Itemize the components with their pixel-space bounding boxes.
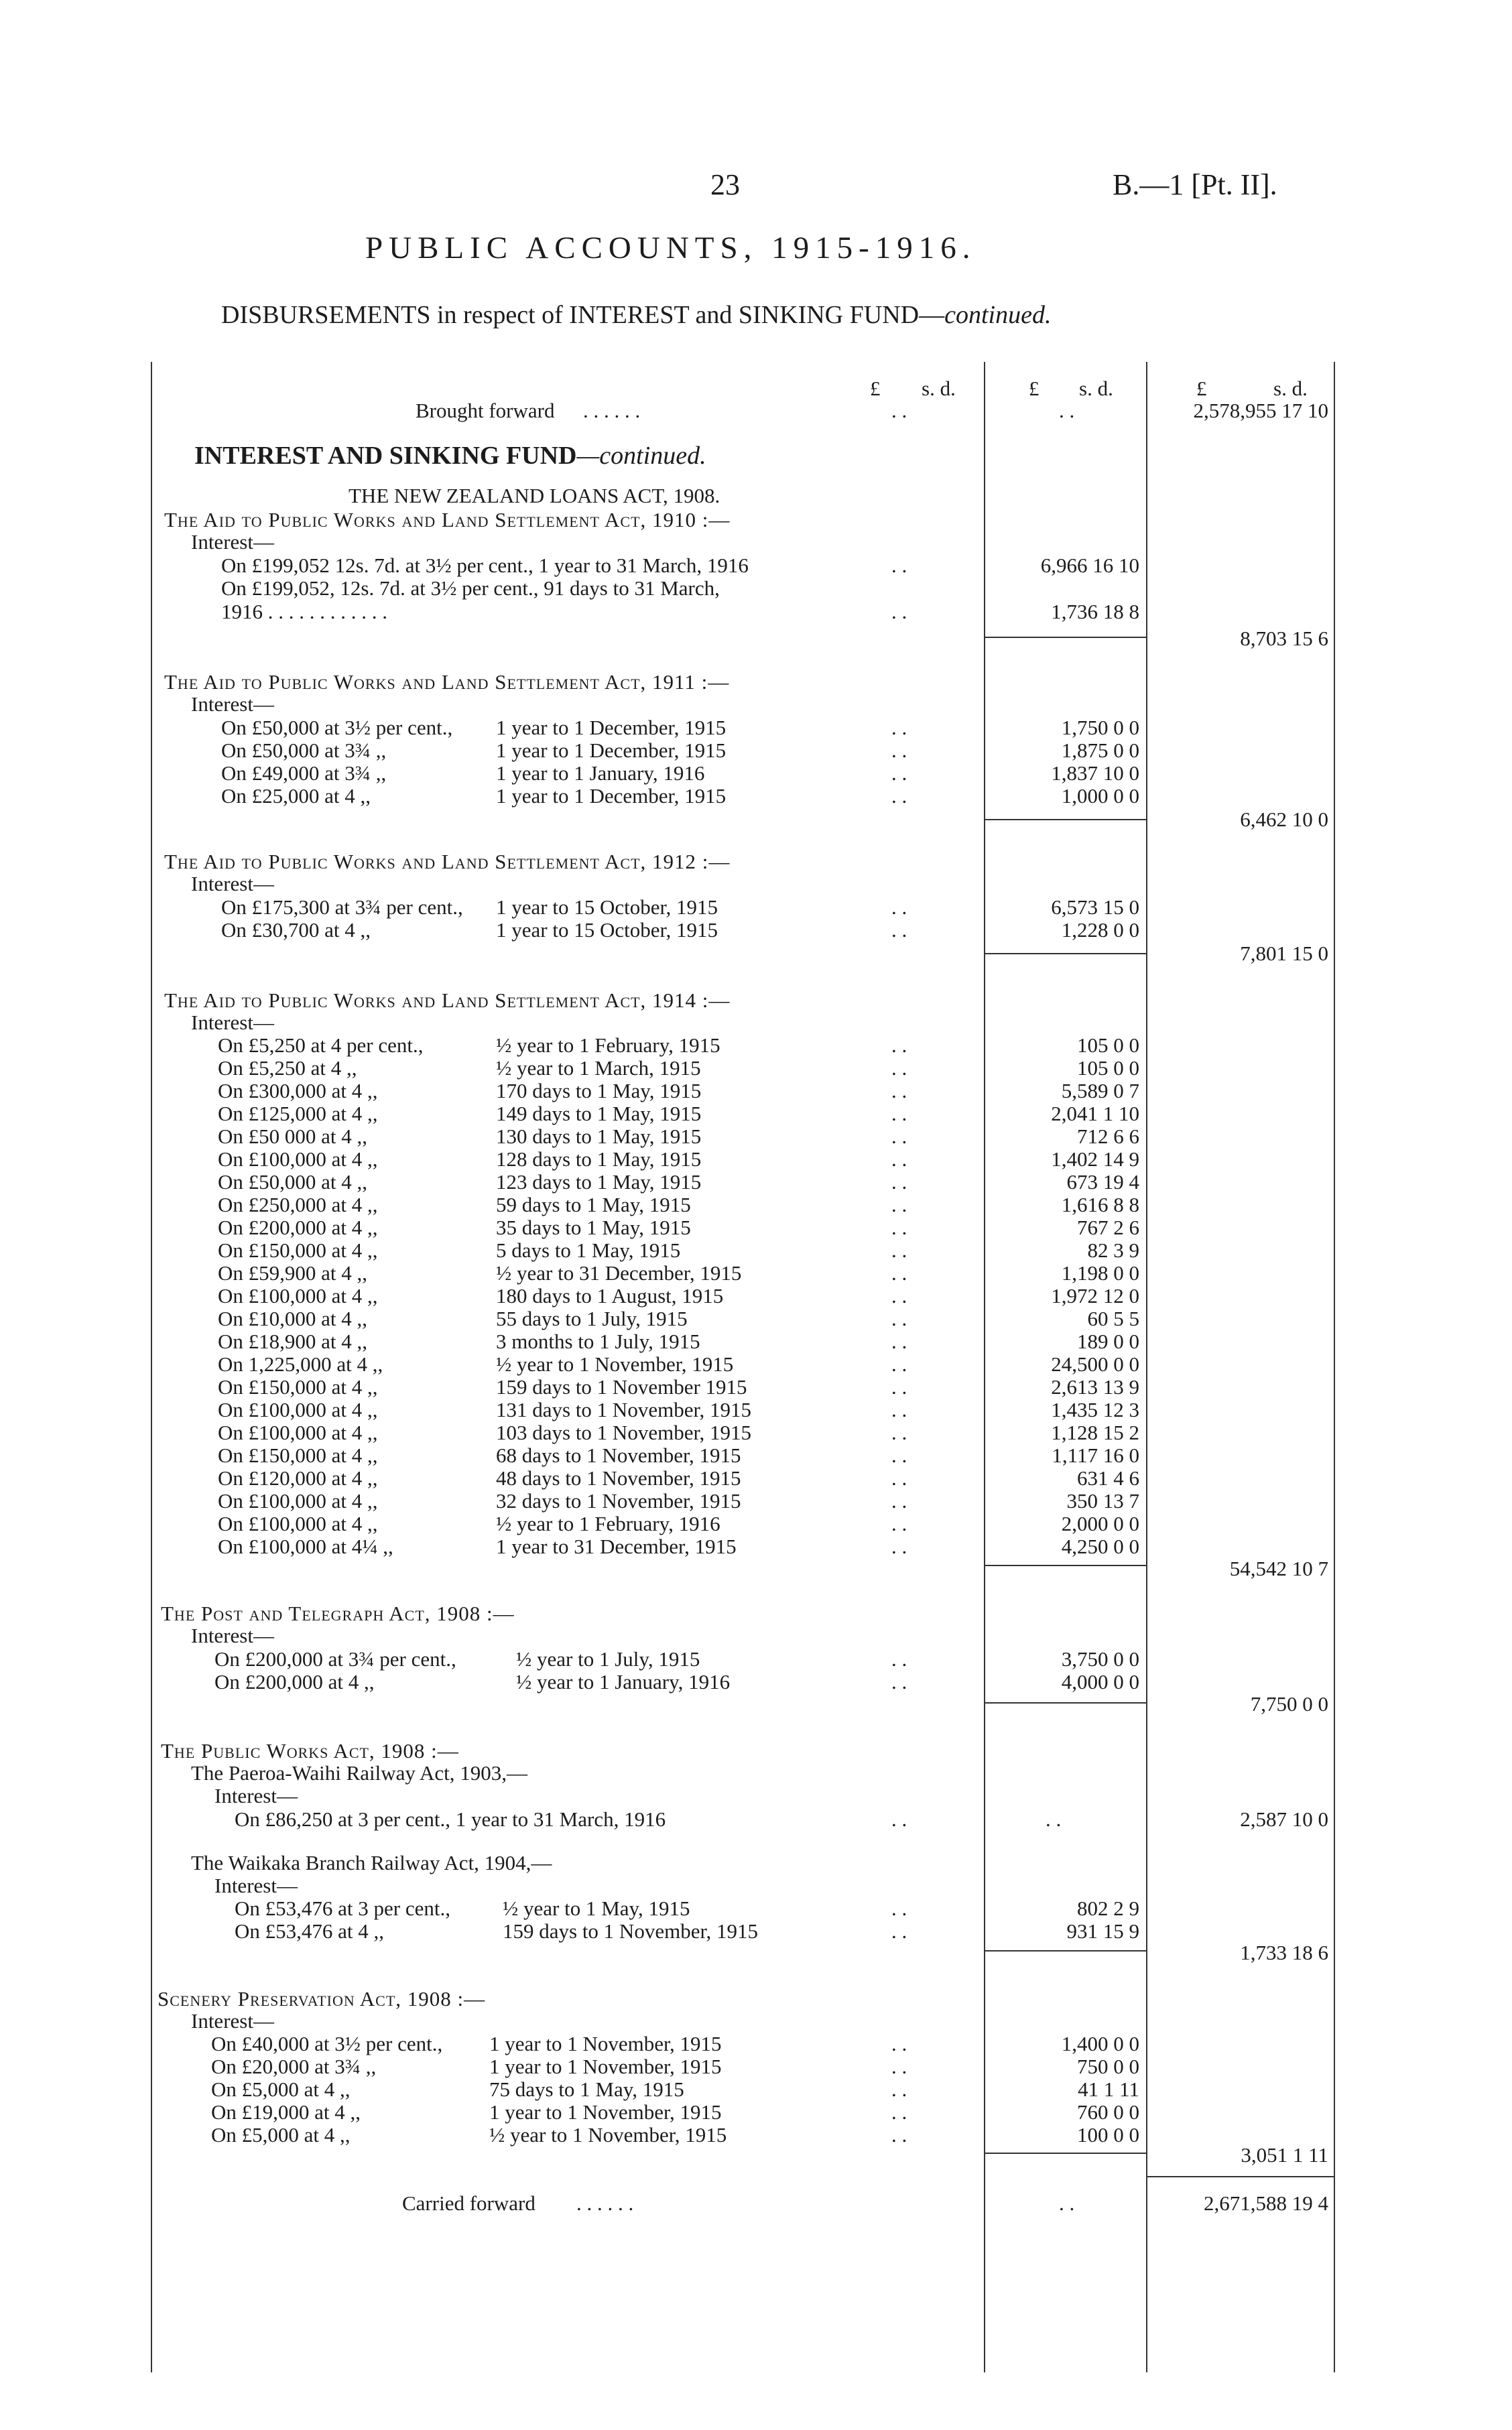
col1-leader: . .: [891, 1421, 907, 1444]
col2-leader: . .: [1059, 2191, 1075, 2215]
entry-amount: 6,966 16 10: [1040, 554, 1139, 577]
section-total: 2,587 10 0: [1240, 1807, 1328, 1831]
page-title: PUBLIC ACCOUNTS, 1915-1916.: [365, 231, 976, 265]
col1-leader: . .: [891, 761, 907, 785]
entry-text: On £199,052 12s. 7d. at 3½ per cent., 1 year to 31 March, 1916: [221, 554, 749, 577]
entry-period: ½ year to 1 July, 1915: [516, 1647, 700, 1671]
col1-leader: . .: [891, 1033, 907, 1057]
section-total: 1,733 18 6: [1240, 1941, 1328, 1964]
entry-amount: 1,837 10 0: [1051, 761, 1139, 785]
interest-label: Interest—: [191, 1011, 274, 1034]
entry-amount: 5,589 0 7: [1061, 1079, 1139, 1102]
entry-period: 1 year to 31 December, 1915: [496, 1535, 737, 1558]
entry-period: 1 year to 1 November, 1915: [489, 2055, 722, 2078]
col1-leader: . .: [891, 1193, 907, 1216]
col1-leader: . .: [891, 1307, 907, 1330]
col3-pounds-head: £: [1196, 377, 1207, 400]
entry-amount: 1,736 18 8: [1051, 600, 1139, 623]
col1-leader: . .: [891, 399, 907, 422]
col1-leader: . .: [891, 1375, 907, 1399]
col2-sd-head: s. d.: [1079, 377, 1113, 400]
section-title: The Aid to Public Works and Land Settlement Act, 1912 :—: [164, 850, 731, 873]
left-rule: [151, 362, 152, 2372]
interest-label: Interest—: [214, 1874, 298, 1897]
entry-period: 3 months to 1 July, 1915: [496, 1330, 700, 1353]
interest-label: Interest—: [191, 530, 274, 554]
entry-amount: 2,041 1 10: [1051, 1102, 1139, 1125]
entry-rate: On £50 000 at 4 ,,: [218, 1125, 368, 1148]
entry-amount: 60 5 5: [1087, 1307, 1139, 1330]
col1-leader: . .: [891, 1919, 907, 1943]
entry-amount: 100 0 0: [1077, 2123, 1139, 2147]
entry-amount: 105 0 0: [1077, 1056, 1139, 1080]
entry-rate: On £100,000 at 4¼ ,,: [218, 1535, 393, 1558]
section-title: The Public Works Act, 1908 :—: [161, 1739, 459, 1763]
col1-leader: . .: [891, 1897, 907, 1920]
col1-leader: . .: [891, 1512, 907, 1535]
entry-rate: On £200,000 at 3¾ per cent.,: [214, 1647, 456, 1671]
grand-total-rule: [1146, 2176, 1334, 2177]
section-total: 54,542 10 7: [1229, 1557, 1328, 1580]
section-total: 7,801 15 0: [1240, 942, 1328, 965]
subtotal-rule: [984, 1702, 1146, 1704]
col1-leader: . .: [891, 784, 907, 808]
entry-period: 1 year to 1 December, 1915: [496, 739, 727, 762]
entry-amount: 767 2 6: [1077, 1216, 1139, 1239]
entry-rate: On £100,000 at 4 ,,: [218, 1147, 378, 1171]
entry-period: 32 days to 1 November, 1915: [496, 1489, 741, 1513]
entry-amount: 760 0 0: [1077, 2100, 1139, 2124]
entry-period: ½ year to 1 May, 1915: [503, 1897, 690, 1920]
entry-rate: On £250,000 at 4 ,,: [218, 1193, 378, 1216]
entry-period: 130 days to 1 May, 1915: [496, 1125, 702, 1148]
entry-period: 1 year to 15 October, 1915: [496, 895, 718, 919]
entry-amount: 1,750 0 0: [1061, 716, 1139, 739]
col1-leader: . .: [891, 1535, 907, 1558]
entry-rate: On £100,000 at 4 ,,: [218, 1284, 378, 1307]
entry-rate: On £49,000 at 3¾ ,,: [221, 761, 387, 785]
section-total: 8,703 15 6: [1240, 627, 1328, 650]
entry-amount: 712 6 6: [1077, 1125, 1139, 1148]
subsection-title: The Waikaka Branch Railway Act, 1904,—: [191, 1851, 552, 1874]
col2-pounds-head: £: [1029, 377, 1040, 400]
entry-period: 35 days to 1 May, 1915: [496, 1216, 691, 1239]
entry-period: 123 days to 1 May, 1915: [496, 1170, 702, 1194]
column-rule-2: [1146, 362, 1147, 2372]
section-title: Scenery Preservation Act, 1908 :—: [158, 1987, 486, 2010]
entry-period: 103 days to 1 November, 1915: [496, 1421, 752, 1444]
entry-amount: 1,875 0 0: [1061, 739, 1139, 762]
col1-pounds-head: £: [870, 377, 881, 400]
entry-period: ½ year to 31 December, 1915: [496, 1261, 742, 1285]
subtotal-rule: [984, 637, 1146, 638]
entry-amount: 931 15 9: [1066, 1919, 1139, 1943]
entry-rate: On 1,225,000 at 4 ,,: [218, 1352, 383, 1376]
entry-period: ½ year to 1 November, 1915: [489, 2123, 727, 2147]
column-rule-3: [1334, 362, 1335, 2372]
entry-amount: 2,000 0 0: [1061, 1512, 1139, 1535]
col1-sd-head: s. d.: [922, 377, 956, 400]
entry-period: ½ year to 1 November, 1915: [496, 1352, 734, 1376]
entry-period: ½ year to 1 February, 1915: [496, 1033, 720, 1057]
entry-period: 131 days to 1 November, 1915: [496, 1398, 752, 1421]
subsection-title: The Paeroa-Waihi Railway Act, 1903,—: [191, 1761, 527, 1785]
entry-text-continued: 1916 . . . . . . . . . . . .: [221, 600, 387, 623]
entry-rate: On £18,900 at 4 ,,: [218, 1330, 368, 1353]
col1-leader: . .: [891, 1261, 907, 1285]
col1-leader: . .: [891, 1079, 907, 1102]
col1-leader: . .: [891, 716, 907, 739]
col1-leader: . .: [891, 1670, 907, 1693]
col1-leader: . .: [891, 1444, 907, 1467]
entry-rate: On £100,000 at 4 ,,: [218, 1512, 378, 1535]
col1-leader: . .: [891, 1102, 907, 1125]
entry-period: 180 days to 1 August, 1915: [496, 1284, 724, 1307]
col3-sd-head: s. d.: [1273, 377, 1308, 400]
entry-rate: On £300,000 at 4 ,,: [218, 1079, 378, 1102]
entry-period: 159 days to 1 November 1915: [496, 1375, 747, 1399]
interest-label: Interest—: [214, 1784, 298, 1807]
col1-leader: . .: [891, 1238, 907, 1262]
entry-rate: On £5,000 at 4 ,,: [211, 2077, 351, 2101]
entry-rate: On £20,000 at 3¾ ,,: [211, 2055, 377, 2078]
entry-rate: On £50,000 at 3½ per cent.,: [221, 716, 453, 739]
col1-leader: . .: [891, 1284, 907, 1307]
entry-amount: 802 2 9: [1077, 1897, 1139, 1920]
subtotal-rule: [984, 819, 1146, 820]
leader-dots: . . . . . .: [576, 2191, 634, 2215]
interest-label: Interest—: [191, 872, 274, 895]
subtotal-rule: [984, 953, 1146, 954]
brought-forward-label: Brought forward: [416, 399, 555, 422]
entry-rate: On £100,000 at 4 ,,: [218, 1489, 378, 1513]
entry-rate: On £30,700 at 4 ,,: [221, 918, 371, 942]
entry-rate: On £200,000 at 4 ,,: [218, 1216, 378, 1239]
interest-label: Interest—: [191, 1624, 274, 1647]
entry-rate: On £53,476 at 3 per cent.,: [235, 1897, 450, 1920]
col1-leader: . .: [891, 895, 907, 919]
entry-rate: On £19,000 at 4 ,,: [211, 2100, 361, 2124]
entry-period: 170 days to 1 May, 1915: [496, 1079, 702, 1102]
act-heading: THE NEW ZEALAND LOANS ACT, 1908.: [349, 484, 720, 507]
entry-period: ½ year to 1 March, 1915: [496, 1056, 701, 1080]
entry-text: On £86,250 at 3 per cent., 1 year to 31 March, 1916: [235, 1807, 666, 1831]
leader-dots: . . . . . .: [583, 399, 641, 422]
entry-amount: 350 13 7: [1066, 1489, 1139, 1513]
section-heading: INTEREST AND SINKING FUND—continued.: [194, 442, 706, 470]
entry-amount: 105 0 0: [1077, 1033, 1139, 1057]
entry-rate: On £175,300 at 3¾ per cent.,: [221, 895, 463, 919]
col1-leader: . .: [891, 1216, 907, 1239]
col1-leader: . .: [891, 2055, 907, 2078]
entry-amount: 6,573 15 0: [1051, 895, 1139, 919]
col1-leader: . .: [891, 1398, 907, 1421]
entry-amount: 631 4 6: [1077, 1466, 1139, 1490]
entry-period: 149 days to 1 May, 1915: [496, 1102, 702, 1125]
entry-amount: 1,128 15 2: [1051, 1421, 1139, 1444]
entry-period: 1 year to 1 November, 1915: [489, 2032, 722, 2055]
entry-amount: 673 19 4: [1066, 1170, 1139, 1194]
col1-leader: . .: [891, 1489, 907, 1513]
entry-amount: 3,750 0 0: [1061, 1647, 1139, 1671]
entry-period: 1 year to 1 December, 1915: [496, 716, 727, 739]
col1-leader: . .: [891, 1807, 907, 1831]
entry-amount: 1,198 0 0: [1061, 1261, 1139, 1285]
col1-leader: . .: [891, 2123, 907, 2147]
col2-leader: . .: [1046, 1807, 1062, 1831]
entry-amount: 1,228 0 0: [1061, 918, 1139, 942]
entry-amount: 41 1 11: [1078, 2077, 1139, 2101]
entry-rate: On £200,000 at 4 ,,: [214, 1670, 375, 1693]
subtotal-rule: [984, 2153, 1146, 2154]
carried-forward-total: 2,671,588 19 4: [1204, 2191, 1328, 2215]
entry-rate: On £5,250 at 4 per cent.,: [218, 1033, 424, 1057]
col1-leader: . .: [891, 2032, 907, 2055]
entry-period: 1 year to 15 October, 1915: [496, 918, 718, 942]
page-number: 23: [710, 168, 740, 201]
section-title: The Post and Telegraph Act, 1908 :—: [161, 1602, 515, 1625]
entry-amount: 189 0 0: [1077, 1330, 1139, 1353]
section-total: 6,462 10 0: [1240, 808, 1328, 831]
col1-leader: . .: [891, 1125, 907, 1148]
col1-leader: . .: [891, 918, 907, 942]
entry-rate: On £50,000 at 4 ,,: [218, 1170, 368, 1194]
page-subtitle: DISBURSEMENTS in respect of INTEREST and SINKING FUND—continued.: [221, 301, 1052, 329]
entry-amount: 1,616 8 8: [1061, 1193, 1139, 1216]
entry-rate: On £5,000 at 4 ,,: [211, 2123, 351, 2147]
col1-leader: . .: [891, 1147, 907, 1171]
entry-period: 1 year to 1 December, 1915: [496, 784, 727, 808]
entry-period: 59 days to 1 May, 1915: [496, 1193, 691, 1216]
col1-leader: . .: [891, 1056, 907, 1080]
entry-rate: On £150,000 at 4 ,,: [218, 1238, 378, 1262]
interest-label: Interest—: [191, 2009, 274, 2033]
col1-leader: . .: [891, 2100, 907, 2124]
entry-period: 75 days to 1 May, 1915: [489, 2077, 684, 2101]
subtotal-rule: [984, 1950, 1146, 1952]
entry-rate: On £100,000 at 4 ,,: [218, 1398, 378, 1421]
entry-rate: On £25,000 at 4 ,,: [221, 784, 371, 808]
entry-period: 48 days to 1 November, 1915: [496, 1466, 741, 1490]
entry-amount: 4,250 0 0: [1061, 1535, 1139, 1558]
entry-period: 68 days to 1 November, 1915: [496, 1444, 741, 1467]
carried-forward-label: Carried forward: [402, 2191, 536, 2215]
entry-amount: 4,000 0 0: [1061, 1670, 1139, 1693]
entry-rate: On £40,000 at 3½ per cent.,: [211, 2032, 443, 2055]
entry-period: ½ year to 1 January, 1916: [516, 1670, 731, 1693]
section-total: 3,051 1 11: [1241, 2143, 1328, 2167]
entry-amount: 1,400 0 0: [1061, 2032, 1139, 2055]
entry-rate: On £125,000 at 4 ,,: [218, 1102, 378, 1125]
section-title: The Aid to Public Works and Land Settlement Act, 1911 :—: [164, 670, 730, 694]
entry-amount: 1,972 12 0: [1051, 1284, 1139, 1307]
subtotal-rule: [984, 1565, 1146, 1566]
col1-leader: . .: [891, 1352, 907, 1376]
col1-leader: . .: [891, 1330, 907, 1353]
col1-leader: . .: [891, 600, 907, 623]
entry-period: 159 days to 1 November, 1915: [503, 1919, 759, 1943]
entry-amount: 1,117 16 0: [1052, 1444, 1139, 1467]
section-title: The Aid to Public Works and Land Settlement Act, 1914 :—: [164, 988, 731, 1012]
entry-period: 128 days to 1 May, 1915: [496, 1147, 702, 1171]
section-total: 7,750 0 0: [1250, 1692, 1328, 1716]
col1-leader: . .: [891, 1647, 907, 1671]
entry-rate: On £150,000 at 4 ,,: [218, 1375, 378, 1399]
entry-rate: On £150,000 at 4 ,,: [218, 1444, 378, 1467]
entry-amount: 24,500 0 0: [1051, 1352, 1139, 1376]
entry-amount: 1,402 14 9: [1051, 1147, 1139, 1171]
entry-rate: On £100,000 at 4 ,,: [218, 1421, 378, 1444]
entry-amount: 2,613 13 9: [1051, 1375, 1139, 1399]
col2-leader: . .: [1059, 399, 1075, 422]
entry-rate: On £5,250 at 4 ,,: [218, 1056, 357, 1080]
entry-amount: 1,435 12 3: [1051, 1398, 1139, 1421]
entry-rate: On £10,000 at 4 ,,: [218, 1307, 368, 1330]
entry-period: 1 year to 1 January, 1916: [496, 761, 705, 785]
entry-amount: 1,000 0 0: [1061, 784, 1139, 808]
brought-forward-total: 2,578,955 17 10: [1193, 399, 1328, 422]
entry-period: 5 days to 1 May, 1915: [496, 1238, 681, 1262]
col1-leader: . .: [891, 554, 907, 577]
entry-rate: On £120,000 at 4 ,,: [218, 1466, 378, 1490]
interest-label: Interest—: [191, 692, 274, 716]
entry-period: 1 year to 1 November, 1915: [489, 2100, 722, 2124]
document-reference: B.—1 [Pt. II].: [1113, 168, 1277, 201]
entry-period: ½ year to 1 February, 1916: [496, 1512, 720, 1535]
col1-leader: . .: [891, 1170, 907, 1194]
entry-rate: On £53,476 at 4 ,,: [235, 1919, 385, 1943]
col1-leader: . .: [891, 1466, 907, 1490]
entry-text: On £199,052, 12s. 7d. at 3½ per cent., 91 days to 31 March,: [221, 576, 720, 600]
col1-leader: . .: [891, 2077, 907, 2101]
entry-amount: 750 0 0: [1077, 2055, 1139, 2078]
entry-rate: On £59,900 at 4 ,,: [218, 1261, 368, 1285]
entry-amount: 82 3 9: [1087, 1238, 1139, 1262]
col1-leader: . .: [891, 739, 907, 762]
entry-period: 55 days to 1 July, 1915: [496, 1307, 688, 1330]
entry-rate: On £50,000 at 3¾ ,,: [221, 739, 387, 762]
section-title: The Aid to Public Works and Land Settlement Act, 1910 :—: [164, 508, 731, 531]
